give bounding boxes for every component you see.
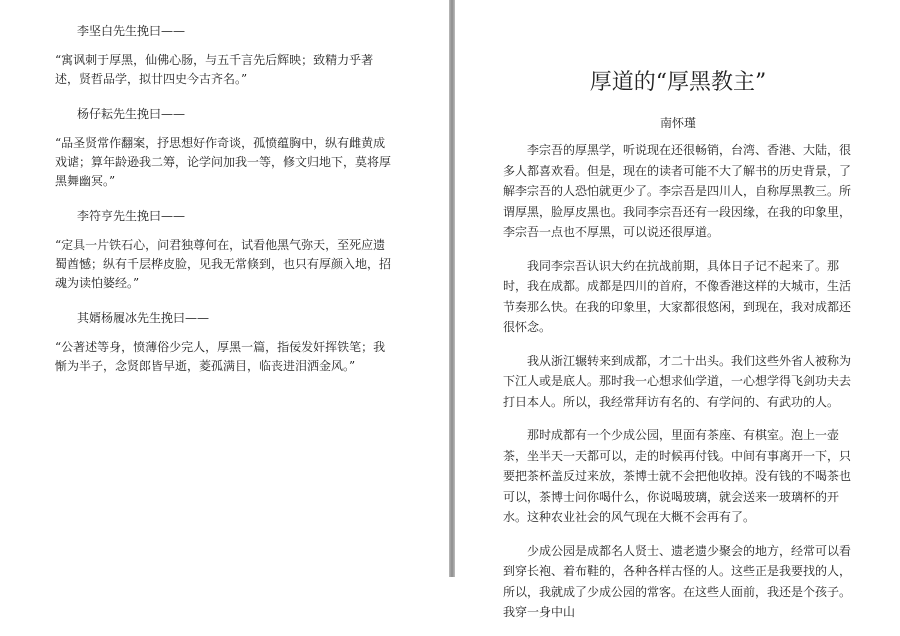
elegy-label: 杨仔耘先生挽曰—— [77, 107, 186, 121]
article-author: 南怀瑾 [659, 116, 696, 130]
left-page [0, 0, 449, 577]
article-paragraph: 我从浙江辗转来到成都，才二十出头。我们这些外省人被称为下江人或是底人。那时我一心想求仙学道，一心想学得飞剑功夫去打日本人。所以，我经常拜访有名的、有学问的、有武功的人。 [503, 353, 852, 409]
elegy-quote: “公著述等身，愤薄俗少完人，厚黑一篇，指佞发奸挥铁笔；我惭为半子，念贤郎皆早逝，菱孤满目，临丧进泪洒金风。” [55, 340, 386, 373]
elegy-label: 李符亨先生挽曰—— [77, 209, 186, 223]
article-paragraph: 那时成都有一个少成公园，里面有茶座、有棋室。泡上一壶茶，坐半天一天都可以，走的时候再付钱。中间有事离开一下，只要把茶杯盖反过来放，茶博士就不会把他收掉。没有钱的不喝茶也可以，茶博士问你喝什么，你说喝玻璃，就会送来一玻璃杯的开水。这种农业社会的风气现在大概不会再有了。 [503, 428, 852, 524]
article-paragraph: 少成公园是成都名人贤士、遗老遗少聚会的地方，经常可以看到穿长袍、着布鞋的，各种各样古怪的人。这些正是我要找的人，所以，我就成了少成公园的常客。在这些人面前，我还是个孩子。我穿一身中山 [503, 543, 852, 619]
elegy-label: 其婿杨履冰先生挽曰—— [77, 311, 210, 325]
article [503, 68, 853, 636]
elegy-quote: “品圣贤常作翻案，抒思想好作奇谈，孤愤蕴胸中，纵有雌黄成戏谑；算年龄逊我二筹，论学问加我一等，修文归地下，莫将厚黑舞幽冥。” [55, 136, 392, 188]
article-paragraph: 我同李宗吾认识大约在抗战前期，具体日子记不起来了。那时，我在成都。成都是四川的首府，不像香港这样的大城市，生活节奏那么快。在我的印象里，大家都很悠闲，到现在，我对成都还很怀念。 [503, 258, 852, 334]
elegy-label: 李坚白先生挽曰—— [77, 24, 186, 38]
right-page [455, 0, 900, 619]
article-paragraph: 李宗吾的厚黑学，听说现在还很畅销，台湾、香港、大陆，很多人都喜欢看。但是，现在的读者可能不大了解书的历史背景，了解李宗吾的人恐怕就更少了。李宗吾是四川人，自称厚黑教三。所谓厚黑，脸厚皮黑也。我同李宗吾还有一段因缘，在我的印象里，李宗吾一点也不厚黑，可以说还很厚道。 [503, 143, 852, 239]
article-title: 厚道的“厚黑教主” [589, 70, 767, 95]
elegy-quote: “定具一片铁石心，问君独尊何在，试看他黑气弥天，至死应遗蜀酋憾；纵有千层桦皮脸，见我无常倏到，也只有厚颜入地，招魂为读怕婆经。” [55, 238, 392, 290]
elegy-list [55, 22, 395, 392]
elegy-quote: “寓讽刺于厚黑，仙佛心肠，与五千言先后辉映；致精力乎著述，贤哲品学，拟廿四史今古齐名。” [55, 53, 374, 86]
